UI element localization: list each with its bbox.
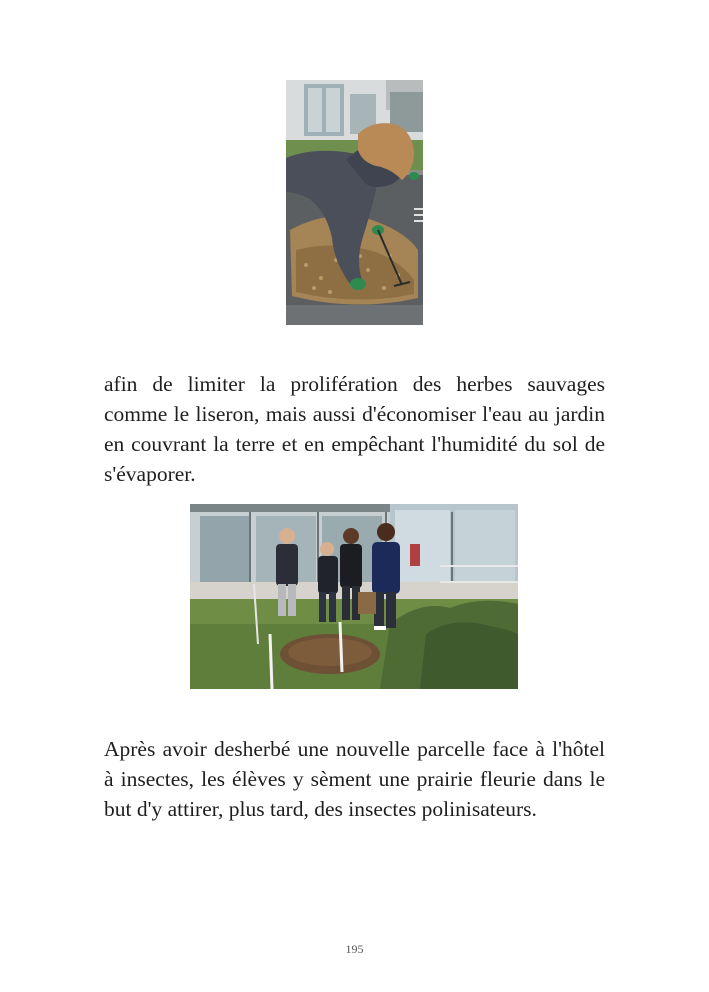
photo-mulching-bin	[286, 80, 423, 325]
page-number: 195	[345, 942, 364, 956]
photo-mulching-bin-illustration	[286, 80, 423, 325]
photo-pupils-new-plot-illustration	[190, 504, 518, 689]
paragraph-mulching: afin de limiter la prolifération des herbes sauvages comme le liseron, mais aussi d'économiser l'eau au jardin en couvrant la terre et en empêchant l'humidité du sol de s'évaporer.	[104, 372, 605, 486]
paragraph-new-plot: Après avoir desherbé une nouvelle parcelle face à l'hôtel à insectes, les élèves y sèment une prairie fleurie dans le but d'y attirer, plus tard, des insectes polinisateurs.	[104, 737, 605, 821]
photo-pupils-new-plot	[190, 504, 518, 689]
